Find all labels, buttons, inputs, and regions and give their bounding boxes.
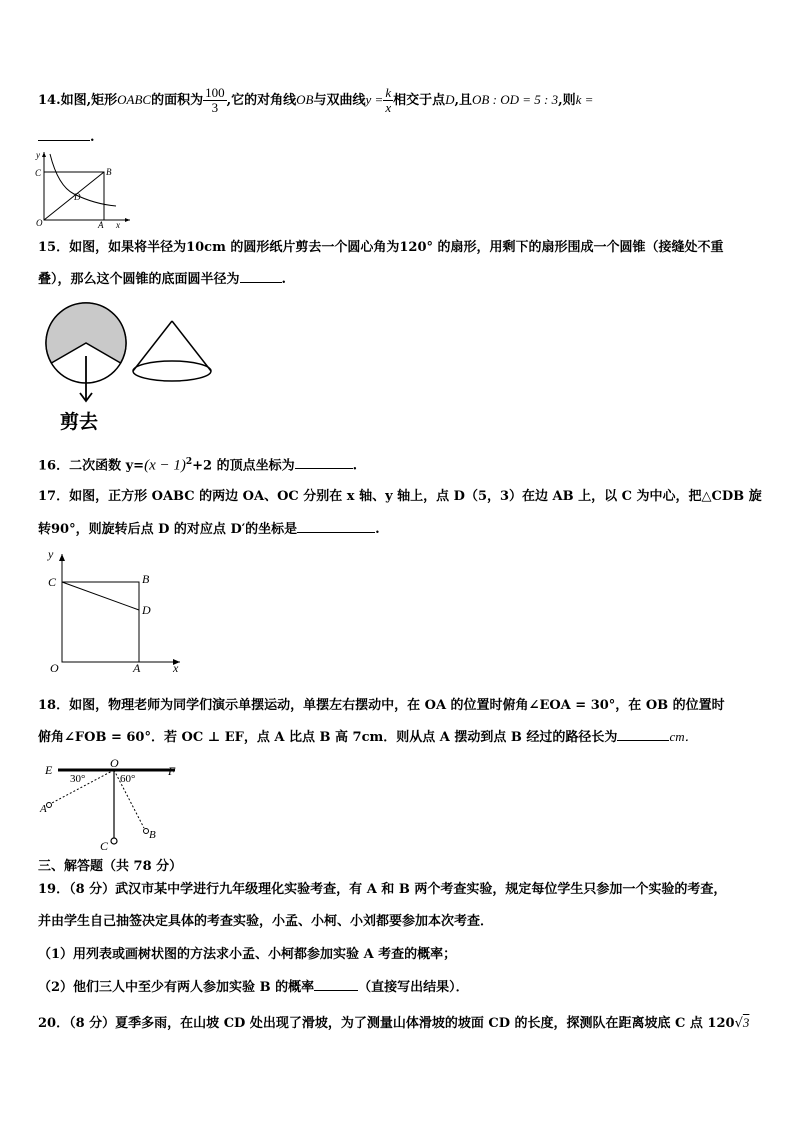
answer-blank — [617, 728, 669, 741]
q14-fig-label-b: B — [106, 167, 112, 177]
q14-fig-label-y: y — [36, 150, 40, 160]
q18-figure — [40, 758, 190, 853]
q19-line1: 19．（8 分）武汉市某中学进行九年级理化实验考查，有 A 和 B 两个考查实验，规定每位学生只参加一个实验的考查， — [38, 882, 727, 897]
section-heading: 三、解答题（共 78 分） — [38, 859, 183, 874]
q17-line1: 17．如图，正方形 OABC 的两边 OA、OC 分别在 x 轴、y 轴上，点 D（5，3）在边 AB 上，以 C 为中心，把△CDB 旋 — [38, 489, 762, 504]
q18-fig-label-f: F — [168, 764, 176, 778]
q17-fig-label-y: y — [48, 547, 54, 561]
q16-line: 16．二次函数 $y=(x - 1)^2+2$ 的顶点坐标为 . — [38, 457, 358, 474]
fraction-100-3: $\frac{100}{3}$ — [205, 85, 225, 115]
q14-number: 14. — [38, 93, 61, 108]
q19-part1: （1）用列表或画树状图的方法求小孟、小柯都参加实验 A 考查的概率； — [38, 947, 457, 962]
q18-fig-label-e: E — [45, 763, 53, 777]
q18-line1: 18．如图，物理老师为同学们演示单摆运动，单摆左右摆动中，在 OA 的位置时俯角∠EOA = 30°，在 OB 的位置时 — [38, 698, 725, 713]
q19-line2: 并由学生自己抽签决定具体的考查实验，小孟、小柯、小刘都要参加本次考查． — [38, 914, 494, 929]
q18-fig-label-a: A — [40, 803, 47, 815]
q14-fig-label-c: C — [35, 168, 42, 178]
q18-fig-label-c: C — [100, 839, 109, 853]
q15-cut-label: 剪去 — [60, 412, 99, 433]
q17-fig-label-b: B — [142, 572, 150, 586]
q14-fig-label-d: D — [74, 192, 81, 202]
q18-fig-label-60: 60° — [120, 773, 136, 785]
answer-blank — [314, 978, 358, 991]
answer-blank — [295, 456, 353, 469]
q17-fig-label-a: A — [133, 661, 141, 675]
q18-fig-label-o: O — [110, 756, 119, 770]
fraction-k-x: $\frac{k}{x}$ — [385, 85, 392, 115]
q17-fig-label-d: D — [142, 603, 151, 617]
answer-blank — [297, 520, 375, 533]
q15-figure — [38, 303, 218, 438]
answer-blank — [38, 128, 90, 141]
q17-figure — [40, 546, 190, 674]
q14-figure — [34, 148, 139, 230]
q14-fig-label-a: A — [98, 220, 104, 230]
q18-line2: 俯角∠FOB = 60°．若 OC ⊥ EF，点 A 比点 B 高 7cm．则从点 A 摆动到点 B 经过的路径长为 cm． — [38, 729, 698, 745]
q18-fig-label-b: B — [149, 829, 156, 841]
q14-line1: 14.如图,矩形OABC的面积为 $\frac{100}{3}$ ,它的对角线OB与双曲线y = $\frac{k}{x}$ 相交于点D,且OB : OD = 5 : 3,则k = — [38, 85, 594, 115]
q17-fig-label-c: C — [48, 575, 57, 589]
q18-fig-label-30: 30° — [70, 773, 86, 785]
q15-line2: 叠），那么这个圆锥的底面圆半径为 . — [38, 272, 287, 287]
q17-line2: 转90°，则旋转后点 D 的对应点 D′的坐标是 . — [38, 522, 380, 537]
q14-answer-line: . — [38, 128, 95, 147]
sqrt-symbol: √ — [734, 1016, 743, 1031]
answer-blank — [240, 270, 282, 283]
q19-part2: （2）他们三人中至少有两人参加实验 B 的概率 （直接写出结果）． — [38, 980, 469, 995]
q17-fig-label-o: O — [50, 661, 59, 675]
q17-fig-label-x: x — [173, 661, 179, 675]
q20-line1: 20．（8 分）夏季多雨，在山坡 CD 处出现了滑坡，为了测量山体滑坡的坡面 CD 的长度，探测队在距离坡底 C 点 120√3 — [38, 1015, 750, 1031]
q15-line1: 15．如图，如果将半径为10cm 的圆形纸片剪去一个圆心角为120° 的扇形，用剩下的扇形围成一个圆锥（接缝处不重 — [38, 240, 724, 255]
q14-fig-label-x: x — [116, 220, 120, 230]
q14-fig-label-o: O — [36, 218, 43, 228]
